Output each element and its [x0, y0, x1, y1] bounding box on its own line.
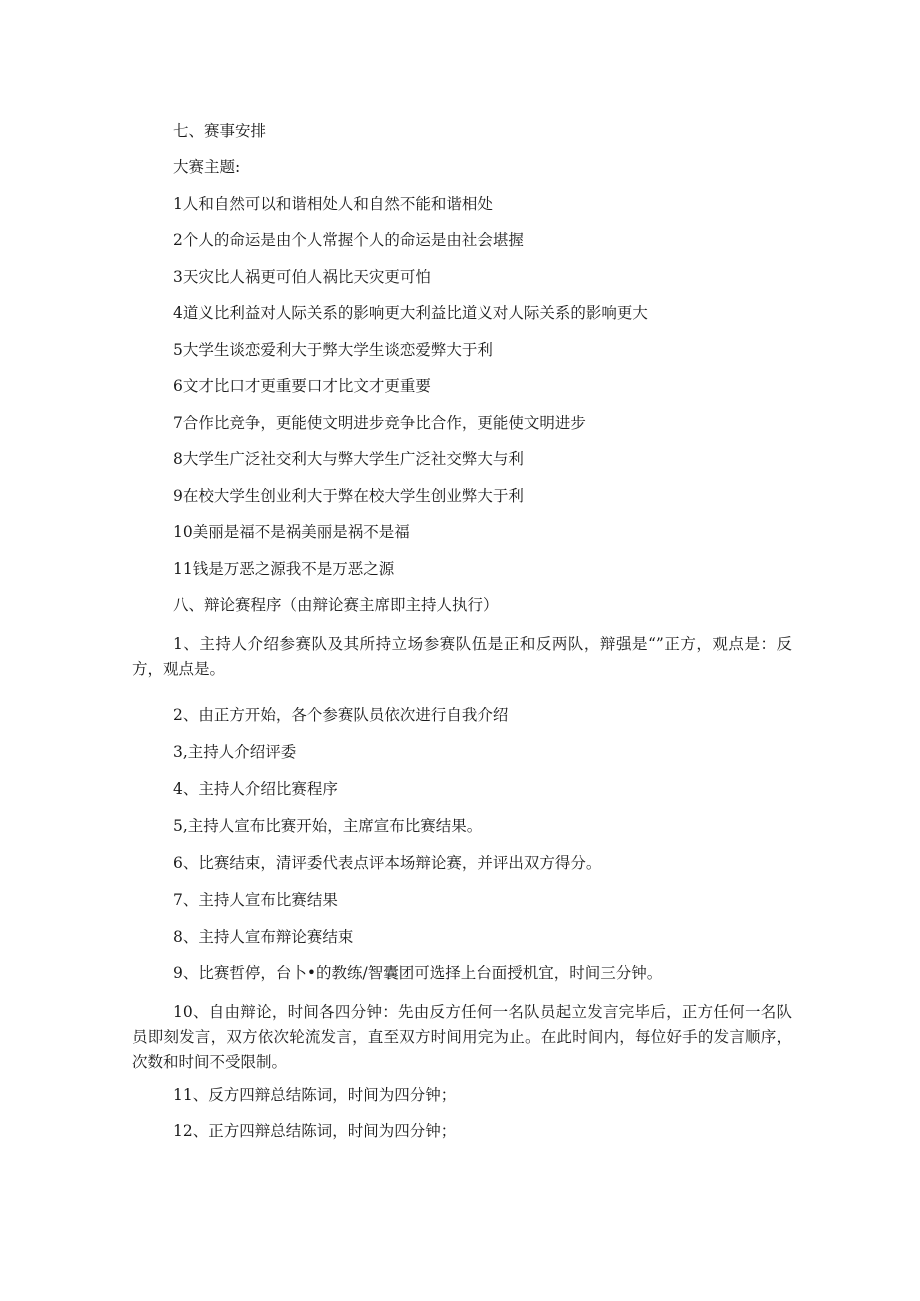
topic-item: 6文才比口才更重要口才比文才更重要 [173, 377, 431, 395]
section-8-heading: 八、辩论赛程序（由辩论赛主席即主持人执行） [173, 596, 499, 614]
procedure-step: 4、主持人介绍比赛程序 [173, 780, 338, 798]
topic-item: 4道义比利益对人际关系的影响更大利益比道义对人际关系的影响更大 [173, 304, 648, 322]
topic-item: 1人和自然可以和谐相处人和自然不能和谐相处 [173, 195, 493, 213]
procedure-step: 9、比赛哲停，台卜•的教练/智囊团可选择上台面授机宜，时间三分钟。 [173, 964, 663, 982]
topic-item: 5大学生谈恋爱利大于弊大学生谈恋爱弊大于利 [173, 341, 493, 359]
procedure-step: 7、主持人宣布比赛结果 [173, 891, 338, 909]
topic-item: 2个人的命运是由个人常握个人的命运是由社会堪握 [173, 231, 524, 249]
section-7-heading: 七、赛事安排 [173, 122, 267, 140]
topic-item: 3天灾比人祸更可伯人祸比天灾更可怕 [173, 268, 431, 286]
procedure-step: 10、自由辩论，时间各四分钟：先由反方任何一名队员起立发言完毕后，正方任何一名队员即刻发言，双方依次轮流发言，直至双方时间用完为止。在此时间内，每位好手的发言顺序，次数和时间不受限制。 [132, 1003, 792, 1071]
procedure-step: 1、主持人介绍参赛队及其所持立场参赛队伍是正和反两队，辩强是“”正方，观点是：反方，观点是。 [132, 635, 792, 678]
procedure-step: 5,主持人宣布比赛开始，主席宣布比赛结果。 [173, 817, 483, 835]
topic-item: 7合作比竞争，更能使文明进步竞争比合作，更能使文明进步 [173, 414, 586, 432]
topics-label: 大赛主题: [173, 158, 241, 176]
procedure-step: 6、比赛结束，清评委代表点评本场辩论赛，并评出双方得分。 [173, 854, 602, 872]
procedure-step: 3,主持人介绍评委 [173, 743, 297, 761]
topic-item: 11钱是万恶之源我不是万恶之源 [173, 560, 395, 578]
procedure-step: 2、由正方开始，各个参赛队员依次进行自我介绍 [173, 706, 509, 724]
topic-item: 8大学生广泛社交利大与弊大学生广泛社交弊大与利 [173, 450, 524, 468]
procedure-step: 11、反方四辩总结陈词，时间为四分钟； [173, 1086, 457, 1104]
procedure-step: 8、主持人宣布辩论赛结束 [173, 928, 354, 946]
topic-item: 9在校大学生创业利大于弊在校大学生创业弊大于利 [173, 487, 524, 505]
procedure-step: 12、正方四辩总结陈词，时间为四分钟； [173, 1122, 457, 1140]
topic-item: 10美丽是福不是祸美丽是祸不是福 [173, 523, 410, 541]
